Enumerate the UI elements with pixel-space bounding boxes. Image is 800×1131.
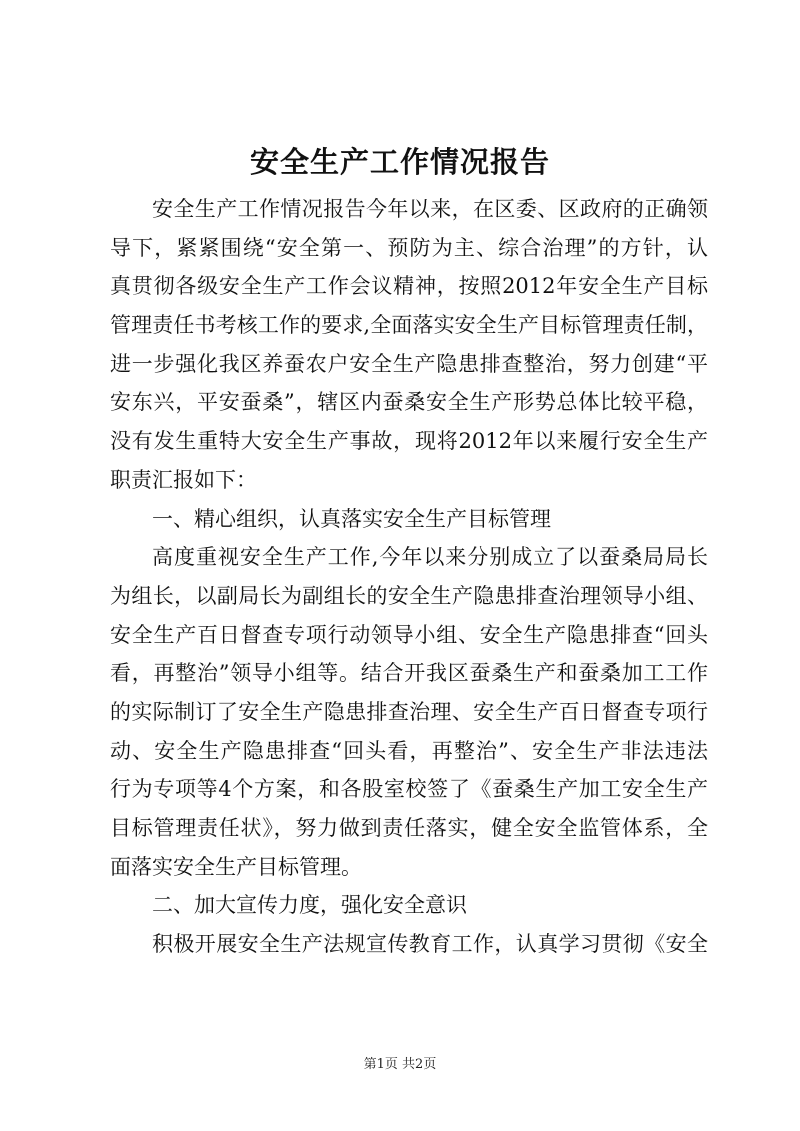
paragraph-intro (110, 190, 708, 500)
paragraph-line: 真贯彻各级安全生产工作会议精神，按照2012年安全生产目标 (110, 274, 708, 299)
paragraph-line: 安东兴，平安蚕桑”，辖区内蚕桑安全生产形势总体比较平稳， (110, 390, 708, 415)
paragraph-line: 的实际制订了安全生产隐患排查治理、安全生产百日督查专项行 (110, 699, 708, 724)
paragraph-line: 高度重视安全生产工作,今年以来分别成立了以蚕桑局局长 (152, 545, 708, 570)
paragraph-line: 没有发生重特大安全生产事故，现将2012年以来履行安全生产 (110, 429, 708, 454)
paragraph-section-2 (110, 925, 708, 964)
section-heading-line: 二、加大宣传力度，强化安全意识 (152, 893, 467, 918)
paragraph-line: 面落实安全生产目标管理。 (110, 854, 362, 879)
paragraph-line: 安全生产百日督查专项行动领导小组、安全生产隐患排查“回头 (110, 622, 708, 647)
section-heading-2 (110, 886, 708, 925)
paragraph-line: 职责汇报如下： (110, 467, 257, 492)
paragraph-line: 管理责任书考核工作的要求,全面落实安全生产目标管理责任制， (110, 313, 708, 338)
section-heading-1 (110, 500, 708, 539)
paragraph-line: 动、安全生产隐患排查“回头看，再整治”、安全生产非法违法 (110, 738, 708, 763)
paragraph-line: 看，再整治”领导小组等。结合开我区蚕桑生产和蚕桑加工工作 (110, 661, 708, 686)
paragraph-line: 为组长，以副局长为副组长的安全生产隐患排查治理领导小组、 (110, 583, 708, 608)
paragraph-line: 积极开展安全生产法规宣传教育工作，认真学习贯彻《安全 (152, 932, 708, 957)
document-body (110, 190, 708, 964)
paragraph-line: 安全生产工作情况报告今年以来，在区委、区政府的正确领 (152, 197, 708, 221)
section-heading-line: 一、精心组织，认真落实安全生产目标管理 (152, 506, 551, 531)
paragraph-line: 行为专项等4个方案，和各股室校签了《蚕桑生产加工安全生产 (110, 777, 708, 802)
document-title: 安全生产工作情况报告 (249, 145, 550, 179)
paragraph-line: 目标管理责任状》，努力做到责任落实，健全安全监管体系，全 (110, 816, 708, 840)
paragraph-section-1 (110, 538, 708, 886)
paragraph-line: 进一步强化我区养蚕农户安全生产隐患排查整治，努力创建“平 (110, 351, 708, 376)
page-footer: 第1页 共2页 (363, 1057, 437, 1072)
paragraph-line: 导下，紧紧围绕“安全第一、预防为主、综合治理”的方针，认 (110, 235, 708, 260)
